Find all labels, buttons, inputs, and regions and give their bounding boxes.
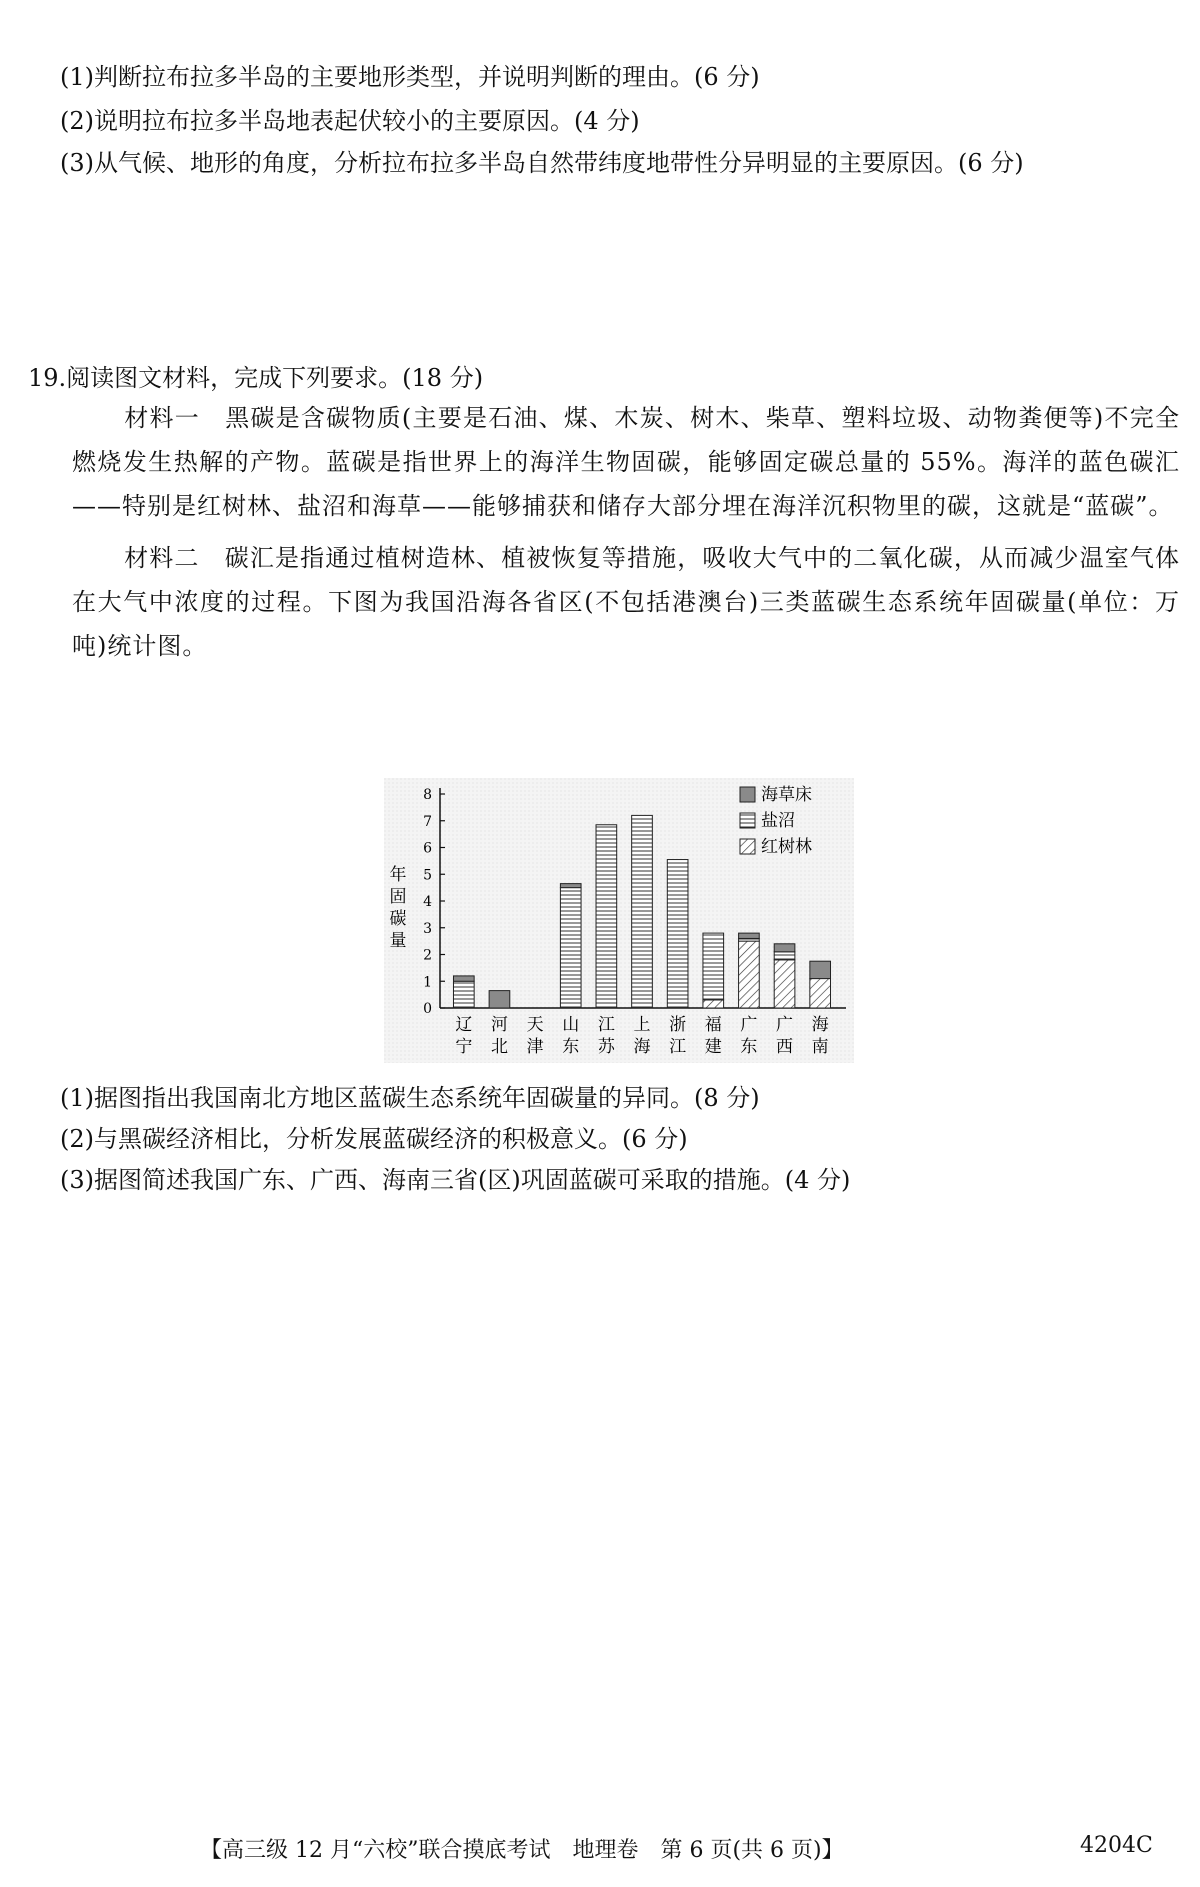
x-tick-label: 东 — [740, 1037, 758, 1057]
question-1-top: (1)判断拉布拉多半岛的主要地形类型，并说明判断的理由。(6 分) — [60, 63, 760, 91]
y-tick-label: 3 — [423, 920, 432, 937]
bar-segment — [560, 888, 581, 1008]
bar-segment — [667, 860, 688, 1008]
material-one — [72, 396, 1180, 528]
x-tick-label: 北 — [490, 1037, 508, 1057]
sub-question-3: (3)据图简述我国广东、广西、海南三省(区)巩固蓝碳可采取的措施。(4 分) — [60, 1166, 851, 1194]
x-tick-label: 南 — [811, 1037, 829, 1057]
y-tick-label: 6 — [423, 840, 432, 857]
x-tick-label: 福 — [704, 1015, 722, 1035]
blue-carbon-chart — [384, 778, 854, 1063]
bar-segment — [632, 815, 653, 1008]
sub-question-2: (2)与黑碳经济相比，分析发展蓝碳经济的积极意义。(6 分) — [60, 1125, 688, 1153]
bar-segment — [453, 981, 474, 1008]
y-tick-label: 2 — [423, 947, 432, 964]
material-two-text: 材料二 碳汇是指通过植树造林、植被恢复等措施，吸收大气中的二氧化碳，从而减少温室气体在大气中浓度的过程。下图为我国沿海各省区(不包括港澳台)三类蓝碳生态系统年固碳量(单位：万吨)统计图。 — [72, 544, 1180, 660]
sub-question-1: (1)据图指出我国南北方地区蓝碳生态系统年固碳量的异同。(8 分) — [60, 1084, 760, 1112]
y-tick-label: 5 — [423, 867, 432, 884]
y-tick-label: 8 — [423, 787, 432, 803]
bar-segment — [774, 944, 795, 952]
x-tick-label: 海 — [811, 1015, 829, 1035]
x-tick-label: 津 — [526, 1037, 544, 1057]
bar-segment — [774, 960, 795, 1008]
legend-label: 海草床 — [761, 785, 812, 805]
question-3-top: (3)从气候、地形的角度，分析拉布拉多半岛自然带纬度地带性分异明显的主要原因。(6 分) — [60, 149, 1024, 177]
x-tick-label: 天 — [526, 1015, 544, 1035]
y-axis-title-char: 碳 — [389, 909, 407, 929]
bar-segment — [810, 979, 831, 1008]
x-tick-label: 宁 — [455, 1037, 473, 1057]
x-tick-label: 浙 — [669, 1015, 687, 1035]
x-tick-label: 江 — [669, 1037, 687, 1057]
bar-segment — [596, 825, 617, 1008]
x-tick-label: 上 — [633, 1015, 651, 1035]
x-tick-label: 辽 — [455, 1015, 473, 1035]
y-tick-label: 7 — [423, 813, 432, 830]
y-axis-title-char: 量 — [389, 931, 407, 951]
bar-segment — [489, 991, 510, 1008]
bar-segment — [453, 976, 474, 981]
y-tick-label: 1 — [423, 974, 432, 991]
y-tick-label: 0 — [423, 1001, 432, 1017]
y-axis-title-char: 年 — [389, 865, 407, 885]
x-tick-label: 广 — [776, 1015, 794, 1035]
x-tick-label: 山 — [562, 1015, 580, 1035]
legend-label: 盐沼 — [761, 811, 795, 831]
x-tick-label: 海 — [633, 1037, 651, 1057]
x-tick-label: 江 — [597, 1015, 615, 1035]
legend-swatch — [740, 813, 755, 828]
bar-segment — [810, 961, 831, 978]
y-axis-title-char: 固 — [389, 887, 407, 907]
x-tick-label: 苏 — [597, 1037, 615, 1057]
bar-segment — [560, 884, 581, 888]
question-2-top: (2)说明拉布拉多半岛地表起伏较小的主要原因。(4 分) — [60, 107, 640, 135]
x-tick-label: 东 — [562, 1037, 580, 1057]
footer-exam-title: 【高三级 12 月“六校”联合摸底考试 地理卷 第 6 页(共 6 页)】 — [200, 1838, 844, 1863]
legend-swatch — [740, 787, 755, 802]
footer-code: 4204C — [1080, 1833, 1153, 1858]
x-tick-label: 广 — [740, 1015, 758, 1035]
question-19-title: 19.阅读图文材料，完成下列要求。(18 分) — [28, 364, 484, 392]
legend-swatch — [740, 839, 755, 854]
x-tick-label: 建 — [704, 1037, 722, 1057]
y-tick-label: 4 — [423, 894, 432, 910]
bar-segment — [739, 941, 760, 1008]
material-two — [72, 536, 1180, 668]
x-tick-label: 西 — [776, 1037, 794, 1057]
x-tick-label: 河 — [490, 1015, 508, 1035]
bar-segment — [739, 933, 760, 938]
bar-segment — [703, 933, 724, 1000]
legend-label: 红树林 — [761, 837, 812, 857]
material-one-text: 材料一 黑碳是含碳物质(主要是石油、煤、木炭、树木、柴草、塑料垃圾、动物粪便等)不完全燃烧发生热解的产物。蓝碳是指世界上的海洋生物固碳，能够固定碳总量的 55%。海洋的蓝色碳汇——特别是红树林、盐沼和海草——能够捕获和储存大部分埋在海洋沉积物里的碳，这就是“蓝碳”。 — [72, 404, 1180, 520]
bar-segment — [774, 952, 795, 960]
bar-segment — [703, 1000, 724, 1008]
